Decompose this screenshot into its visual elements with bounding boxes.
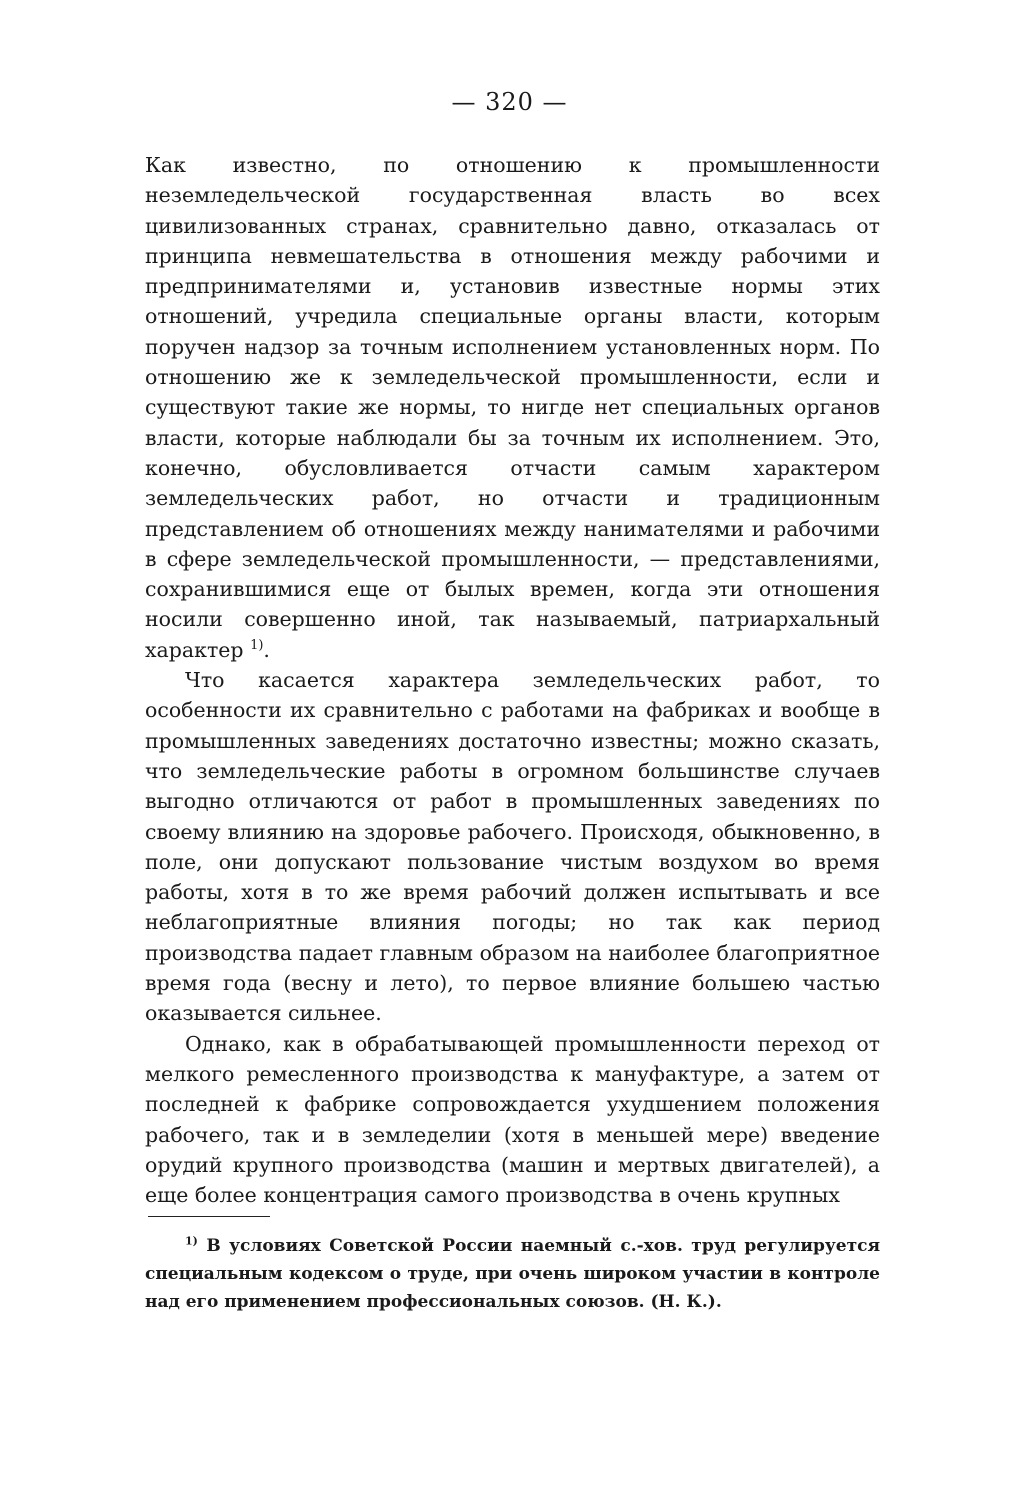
paragraph-3: Однако, как в обрабатывающей промышленности переход от мелкого ремесленного производства к мануфактуре, а затем от последней к фабрике сопровождается ухудшением положения рабочего, так и в земледелии (хотя в меньшей мере) введение орудий крупного производства (машин и мертвых двигателей), а еще более концентрация самого производства в очень крупных [145,1031,880,1208]
footnote-text: В условиях Советской России наемный с.-хов. труд регулируется специальным кодексом о труде, при очень широком участии в контроле над его применением профессиональных союзов. (Н. К.). [145,1236,881,1312]
page-number: — 320 — [451,88,568,116]
paragraph-1-text: Как известно, по отношению к промышленности неземледельческой государственная власть во всех цивилизованных странах, сравнительно давно, отказалась от принципа невмешательства в отношения между рабочими и предпринимателями и, установив известные нормы этих отношений, учредила специальные органы власти, которым поручен надзор за точным исполнением установленных норм. По отношению же к земледельческой промышленности, если и существуют такие же нормы, то нигде нет специальных органов власти, которые наблюдали бы за точным их исполнением. Это, конечно, обусловливается отчасти самым характером земледельческих работ, но отчасти и традиционным представлением об отношениях между нанимателями и рабочими в сфере земледельческой промышленности, — представлениями, сохранившимися еще от былых времен, когда эти отношения носили совершенно иной, так называемый, патриархальный характер [145,153,880,662]
footnote-separator [148,1216,270,1217]
footnote-reference-tail: . [263,637,270,662]
footnote [145,1232,880,1316]
paragraph-1 [145,150,880,665]
paragraph-2: Что касается характера земледельческих работ, то особенности их сравнительно с работами на фабриках и вообще в промышленных заведениях достаточно известны; можно сказать, что земледельческие работы в огромном большинстве случаев выгодно отличаются от работ в промышленных заведениях по своему влиянию на здоровье рабочего. Происходя, обыкновенно, в поле, они допускают пользование чистым воздухом во время работы, хотя в то же время рабочий должен испытывать и все неблагоприятные влияния погоды; но так как период производства падает главным образом на наиболее благоприятное время года (весну и лето), то первое влияние большею частью оказывается сильнее. [145,668,880,1026]
footnote-reference: 1) [250,637,264,653]
footnote-marker: 1) [185,1234,198,1248]
main-text [145,150,880,1210]
